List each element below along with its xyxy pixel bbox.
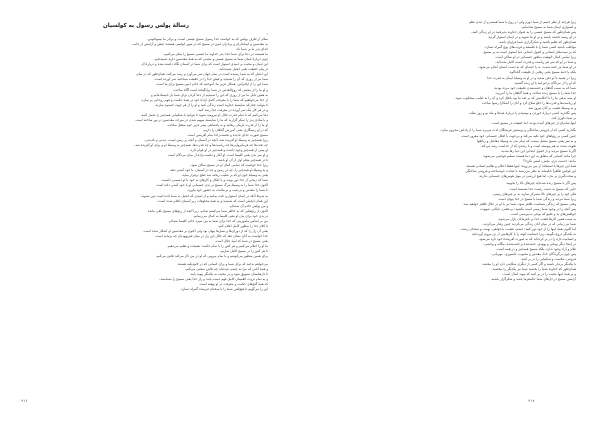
- text-line: پس اگر با مسیح زنده شده‌اید چیزهای بالا را بجویید،: [505, 181, 576, 186]
- text-line: زیرا شما مردید و زندگی شما با مسیح در خدا پنهان است.: [497, 196, 576, 201]
- text-line: چنین کسی بر رؤیاهای خود تکیه می‌کند و بی‌جهت با افکار جسمانی خود مغرور است،: [460, 133, 576, 138]
- text-line: شما که زمانی از خدا دور بودید و با افکار و کارهای بد خود با او دشمنی داشتید،: [160, 178, 268, 183]
- text-line: ما همیشه در دعا برای شما خدا، پدر خداوند ما عیسی مسیح را شکر می‌کنیم،: [163, 52, 268, 57]
- text-line: یعنی آن راز را که از دوران‌ها و نسل‌ها پنهان بود ولی اکنون بر مقدسین او آشکار شده است.: [142, 228, 268, 233]
- text-line: با یکدیگر بردبار باشید و اگر کسی از دیگری شکایتی دارد او را ببخشد.: [481, 262, 576, 267]
- text-line: خدای پدر ما بر شما باد.: [235, 47, 268, 52]
- text-line: و من پولس خادم آن شده‌ام.: [228, 203, 268, 208]
- text-line: دعا می‌کنیم که با تمام قدرت جلال او نیرومند شوید تا بتوانید با شکیبایی همه‌چیز را تحمل کنید،: [140, 112, 268, 117]
- text-line: مانند: «دست نزن، نچش، لمس نکن»؟: [523, 158, 576, 163]
- text-line: و انسانیت تازه را در بر کرده‌اید که به صورت آفرینندهٔ خود تازه می‌شود.: [478, 236, 576, 241]
- text-line: همان‌طور که خداوند شما را بخشید شما نیز یکدیگر را ببخشید.: [491, 267, 576, 272]
- text-line: خدا شما را با مسیح زنده ساخت و همهٔ گناهان ما را آمرزید.: [494, 90, 576, 95]
- text-line: پس آنچه را در وجود شما زمینی است بکشید: بی‌عفتی، ناپاکی، شهوت،: [479, 206, 576, 211]
- text-line: پس چون برگزیدگان خدا، مقدس و محبوب، دلسوزی، مهربانی،: [491, 252, 576, 257]
- page-number-left: ۹۱۶: [21, 399, 28, 403]
- text-line: تا شما را مقدس و بی‌عیب و بی‌ملامت به حضور خود بیاورد،: [187, 188, 268, 193]
- text-line: که در او رستگاری یعنی آمرزش گناهان را داریم.: [202, 127, 268, 132]
- text-line: زیرا هرچند از نظر جسم از شما دورم ولی در روح با شما هستم و از دیدن نظم: [468, 20, 576, 24]
- text-line: و شما در او که سر هر ریاست و قدرت است کامل شده‌اید.: [495, 60, 576, 65]
- text-line: و به تمام ثروت اطمینان کامل فهم دست یابند و راز خدا یعنی مسیح را بشناسند،: [159, 276, 268, 281]
- text-line: و او ما را از محبتی که روح‌القدس در شما برانگیخته است آگاه ساخت.: [172, 87, 268, 92]
- text-line: و سخت‌گیری بر بدن، اما هیچ ارزشی در مهار هوس‌های جسمانی ندارند.: [478, 173, 576, 178]
- text-line: و به سر یعنی مسیح متصل نیست که تمام بدن به وسیلهٔ مفاصل و رباطها: [477, 138, 576, 143]
- text-line: او ریاست‌ها و قدرت‌ها را خلع سلاح کرد و آنان را آشکارا رسوا ساخت: [481, 100, 576, 105]
- text-line: این را می‌گویم تا هیچ‌کس شما را با سخنان فریبنده گمراه نسازد.: [180, 286, 268, 291]
- text-line: اما اکنون همهٔ اینها را از خود دور کنید: خشم، غضب، بدخواهی، تهمت و سخنان زشت.: [459, 226, 576, 231]
- text-line: بلکه با ختنهٔ مسیح یعنی رهایی از طبیعت گناه‌آلود.: [508, 70, 576, 75]
- text-line: مواظب باشید کسی شما را با فلسفه و فریب‌های پوچ گمراه نسازد،: [484, 45, 576, 50]
- text-line: یعنی به وسیلهٔ خون او که بر صلیب ریخته شد صلح برقرار نماید.: [181, 173, 268, 178]
- text-line: در بدن خود برای بدن او یعنی کلیسا به کمال می‌رسانم.: [192, 213, 268, 218]
- text-line: و بر همهٔ اینها محبت را در بر کنید که پیوند کمال است.: [502, 272, 576, 277]
- text-line: خواهش‌های بد و طمع که نوعی بت‌پرستی است.: [510, 211, 576, 216]
- text-line: زیرا خدا خواست که تمامی کمال او در مسیح ساکن شود،: [190, 163, 268, 168]
- text-line: به همین دلیل ما نیز از روزی که این را شنیدیم از دعا کردن برای شما باز نایستاده‌ایم و: [150, 92, 268, 97]
- text-line: تقویت شده به هم پیوسته است و با رشدی که از خداست رشد می‌کند.: [480, 143, 576, 148]
- text-line: همان‌طور که تعلیم یافتید و شکرگزاری شما فراوان باشد.: [498, 40, 576, 45]
- text-line: و با شادی پدر را شکر گزارید که ما را شایستهٔ سهیم شدن در میراث مقدسین در نور ساخته است.: [134, 117, 268, 122]
- text-line: وقتی مسیح که زندگی شماست ظاهر شود، شما نیز با او در جلال ظاهر خواهید شد.: [462, 201, 576, 206]
- text-line: پس همان‌طور که مسیح عیسی را به عنوان خداوند پذیرفتید در او زندگی کنید.: [471, 30, 576, 35]
- text-line: پس نگذارید کسی دربارهٔ خوردن و نوشیدن یا دربارهٔ عیدها و ماه نو و روز سَبَّت: [468, 110, 576, 115]
- book-title: رسالهٔ پولس رسول به کولسیان: [102, 23, 189, 29]
- text-line: به شرط آنکه در ایمان استوار و ثابت بمانید و از امیدی که انجیل به شما داده است دور نشوید.: [140, 193, 268, 198]
- text-line: و او سر بدن یعنی کلیسا است. او آغاز و نخست‌زاده از میان مردگان است: [167, 153, 268, 158]
- text-line: از خدا می‌خواهیم که شما را با معرفت کامل ارادهٔ خود در همهٔ حکمت و فهم روحانی پر سازد،: [140, 97, 268, 102]
- text-line: و استواری ایمان شما به مسیح شادمانم.: [521, 25, 576, 30]
- text-line: فکر خود را بر چیزهای بالا متمرکز سازید نه بر چیزهای زمینی،: [492, 191, 576, 196]
- text-line: یعنی مسیح در شما که امید جلال است.: [214, 238, 268, 243]
- text-line: چه تخت‌ها چه فرمانروایی‌ها چه ریاست‌ها و چه قدرت‌ها، همه‌چیز به وسیلهٔ او و برای او آفریده شد.: [134, 143, 268, 148]
- text-line: در او شما نیز ختنه شدید، نه با ختنه‌ای که به دست انسان انجام می‌شود،: [478, 65, 576, 70]
- text-line: شما این را از اپافراس، همکار عزیز ما، آموختید که خادم امین مسیح برای ما است،: [155, 82, 268, 87]
- text-line: او پیش از همه‌چیز وجود داشت و همه‌چیز در او قوام دارد.: [189, 148, 268, 153]
- text-line: تا بتوانید چنان‌که شایستهٔ خداوند است زندگی کنید و او را از هر جهت خشنود سازید،: [154, 102, 268, 107]
- text-line: در او ریشه داشته باشید و بر او بنا شوید و در ایمان استوار گردید: [488, 35, 576, 40]
- text-line: اکنون از رنج‌هایی که به خاطر شما می‌کشم شادم، زیرا آنچه از رنج‌های مسیح باقی مانده: [147, 208, 268, 213]
- text-line: و همهٔ آنانی که مرا به چشم ندیده‌اند چه تلاش سختی می‌کنم،: [184, 266, 268, 271]
- right-lines: [332, 20, 576, 282]
- text-line: اینها سایه‌ای از چیزهای آینده بودند، اما حقیقت در مسیح است.: [491, 120, 576, 125]
- text-line: تا دل‌هایشان تشویق شود و در محبت به یکدیگر پیوند یابند: [190, 271, 268, 276]
- text-line: اکنون خدا شما را به وسیلهٔ مرگ مسیح در بدن جسمانی او با خود آشتی داده است: [156, 183, 268, 188]
- text-line: اگر با مسیح مردید و از اصول ابتدایی این دنیا رها شدید،: [500, 148, 576, 153]
- text-line: او ما را از قدرت تاریکی رهانید و به پادشاهی پسر عزیز خود منتقل ساخت،: [166, 122, 268, 127]
- left-lines: [24, 32, 268, 292]
- right-text-column: [332, 20, 576, 390]
- left-text-column: [24, 20, 268, 390]
- text-line: جایی که مسیح به دست راست خدا نشسته است.: [508, 186, 576, 191]
- text-line: که او را از مردگان برخیزانید با او زنده گشتید.: [513, 80, 576, 85]
- text-line: در پیام حقیقت یعنی انجیل شنیده‌اید.: [218, 67, 268, 72]
- text-line: من بر اساس مأموریتی که خدا برای شما به من سپرد خادم کلیسا شده‌ام: [168, 218, 268, 223]
- text-line: شما نیز زمانی که در میان آنان زندگی می‌کردید چنین رفتار می‌کردید.: [482, 221, 576, 226]
- text-line: در اینجا دیگر یونانی و یهودی، ختنه‌شده و ختنه‌نشده، بیگانه و وحشی،: [483, 242, 576, 247]
- text-line: این ایمان و محبت بر امیدی استوار است که برای شما در آسمان نگاه داشته شده و دربارهٔ آن: [141, 62, 268, 67]
- text-line: تا در همه‌چیز مقام اول از آن او باشد.: [217, 158, 268, 163]
- text-line: چرا مانند کسانی که متعلق به این دنیا هستند تسلیم قوانینی می‌شوید: [483, 153, 576, 158]
- text-line: مسیح صورت خدای نادیده و نخست‌زادهٔ تمام آفرینش است.: [186, 132, 268, 137]
- text-line: فروتنی، ملایمت و شکیبایی را در بر کنید.: [520, 257, 576, 262]
- text-line: به سبب همین کارها غضب خدا بر نافرمانان نازل می‌شود.: [497, 216, 576, 221]
- text-line: خدا خواست به آنان نشان دهد که جلال این راز در میان غیریهودیان چه پرمایه است،: [154, 233, 268, 238]
- text-line: آرامش مسیح در دل‌های شما حکمفرما باشد و شکرگزار باشید.: [490, 277, 576, 282]
- text-line: شما نیز از روزی که آن را شنیدید و فیض خدا را در حقیقت شناختید ثمر آورده است.: [154, 77, 268, 82]
- text-line: به مقدسین و ایمانداران و برادران امین در مسیح که در شهر کولسی هستند: فیض و آرامش از جانب: [132, 42, 268, 47]
- text-line: شما که به سبب گناهان و ختنه‌نشدن طبیعت خود مرده بودید،: [493, 85, 576, 90]
- text-line: به یکدیگر دروغ نگویید، زیرا انسانیت کهنه را با کارهایش از تن بیرون آورده‌اید: [471, 231, 576, 236]
- text-line: سلام از طرف پولس که به خواست خدا رسول مسیح عیسی است، و برادر ما تیموتائوس،: [146, 37, 268, 42]
- text-line: این همان انجیلی است که شنیدید و به همهٔ مخلوقات زیر آسمان اعلام شده است،: [157, 198, 268, 203]
- text-line: و به وسیلهٔ او همه‌چیز را، چه در زمین و چه در آسمان، با خود آشتی دهد،: [169, 168, 268, 173]
- text-line: او سند بدهی ما را با احکامش که بر ضد ما بود باطل کرد و آن را به صلیب میخکوب نمود.: [454, 95, 576, 100]
- text-line: که بر سنت‌های انسانی و اصول ابتدایی دنیا استوار است نه بر مسیح.: [482, 50, 576, 55]
- text-line: ما او را اعلام می‌کنیم و هر کس را با تمام حکمت نصیحت و تعلیم می‌دهیم: [167, 243, 268, 248]
- text-line: ۱: [266, 32, 268, 36]
- text-line: غلام و آزاد وجود ندارد، بلکه مسیح همه‌چیز و در همه است.: [496, 247, 576, 252]
- text-line: زیرا در تعمید با او دفن شدید و در او به وسیلهٔ ایمان به قدرت خدا: [487, 75, 576, 80]
- text-line: چون دربارهٔ ایمان شما به مسیح عیسی و محبتی که به همهٔ مقدسین دارید شنیده‌ایم.: [153, 57, 268, 62]
- text-line: تا هر کس را در مسیح کامل سازیم.: [219, 249, 268, 254]
- text-line: نگذارید کسی که از فروتنی ساختگی و پرستش فرشتگان لذت می‌برد شما را از پاداش محروم سازد.: [440, 128, 576, 133]
- text-line: که همهٔ گنج‌های حکمت و معرفت در او نهفته است.: [198, 281, 268, 286]
- text-line: زیرا تمامی کمال الوهیت به‌طور جسمانی در او ساکن است،: [494, 55, 576, 60]
- text-line: و به وسیلهٔ صلیب بر آنان پیروز شد.: [527, 105, 576, 110]
- text-line: همهٔ این چیزها با استفاده از بین می‌روند؛ اینها فقط احکام و تعالیم انسانی هستند.: [465, 163, 576, 168]
- text-line: و در هر کار نیک ثمر آورده در معرفت خدا رشد کنید.: [197, 107, 268, 112]
- right-page: [300, 0, 600, 424]
- text-line: تا کلام خدا را به‌طور کامل اعلام کنم،: [217, 223, 268, 228]
- page-number-right: ۹۱۷: [528, 399, 535, 403]
- text-line: برای همین منظور می‌کوشم و با تمام نیرویی که او در من کار می‌کند تلاش می‌کنم.: [155, 254, 268, 259]
- text-line: این قوانین ظاهراً حکیمانه به نظر می‌رسند با عبادت خودساخته و فروتنی ساختگی: [465, 168, 576, 173]
- text-line: بر شما داوری کند.: [550, 115, 576, 120]
- text-line: می‌خواهم بدانید که برای شما و برای کسانی که در لائودیکیه هستند: [177, 261, 268, 266]
- text-line: زیرا همه‌چیز به وسیلهٔ او آفریده شد، آنچه در آسمان و آنچه بر زمین است، دیدنی و نادیدنی،: [144, 137, 268, 142]
- text-line: این انجیل که به شما رسیده است در تمام جهان ثمر می‌آورد و رشد می‌کند، همان‌طور که در میان: [136, 72, 268, 77]
